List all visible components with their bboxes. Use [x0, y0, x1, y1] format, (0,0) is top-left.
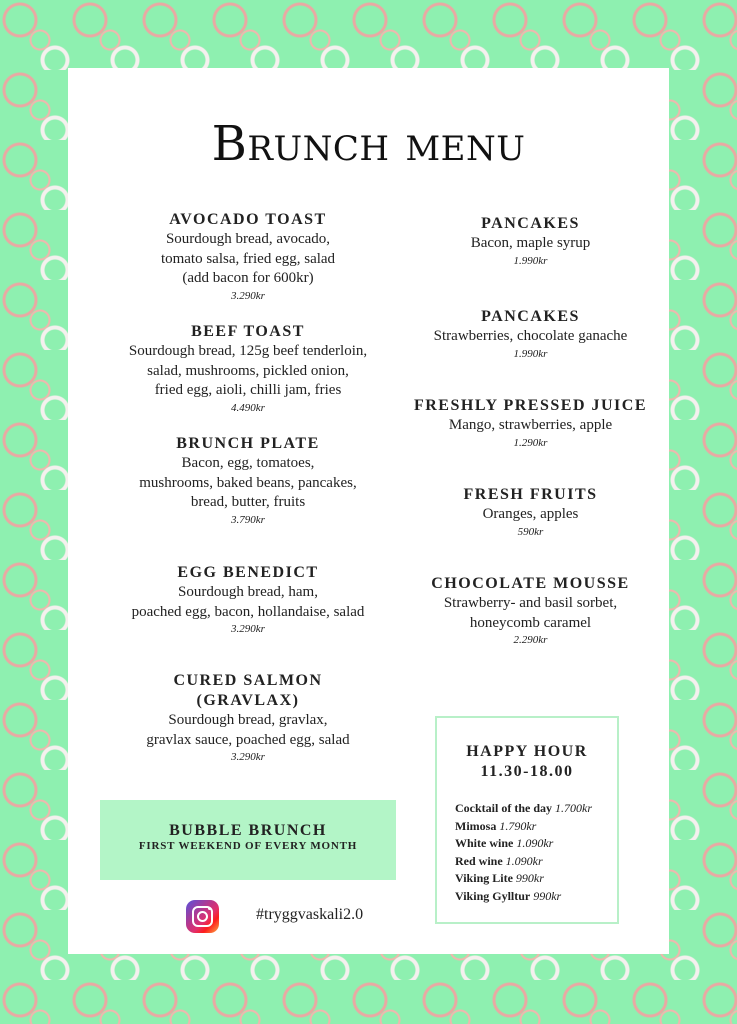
item-desc-line: tomato salsa, fried egg, salad — [160, 250, 336, 267]
menu-item-pancakes-bacon — [398, 214, 663, 268]
bubble-brunch-subtitle: FIRST WEEKEND OF EVERY MONTH — [138, 840, 358, 852]
item-name: PANCAKES — [481, 215, 580, 232]
item-desc-line: Strawberries, chocolate ganache — [433, 328, 628, 344]
happy-hour-time: 11.30-18.00 — [480, 763, 574, 780]
item-name: CURED SALMON — [173, 672, 323, 689]
item-price: 1.990kr — [513, 347, 548, 360]
menu-item-juice — [398, 396, 663, 450]
menu-item-chocolate-mousse — [398, 574, 663, 647]
happy-hour-item-price: 1.700kr — [555, 801, 592, 815]
item-desc-line: Strawberry- and basil sorbet, — [443, 595, 618, 611]
item-desc-line: Sourdough bread, gravlax, — [168, 712, 328, 728]
item-name: FRESHLY PRESSED JUICE — [413, 397, 648, 414]
menu-item-egg-benedict — [78, 563, 418, 636]
item-desc-line: Bacon, maple syrup — [470, 235, 591, 251]
menu-item-brunch-plate — [78, 434, 418, 527]
item-name: (GRAVLAX) — [196, 692, 300, 709]
happy-hour-item-price: 1.090kr — [516, 836, 554, 850]
item-name: EGG BENEDICT — [177, 564, 319, 581]
happy-hour-item-price: 990kr — [515, 871, 544, 885]
item-desc-line: Sourdough bread, avocado, — [165, 231, 331, 247]
happy-hour-item-price: 990kr — [533, 888, 562, 903]
item-price: 4.490kr — [231, 401, 265, 414]
item-price: 3.290kr — [231, 751, 265, 763]
item-price: 2.290kr — [513, 634, 548, 646]
menu-item-avocado-toast — [78, 210, 418, 303]
happy-hour-item-name: Cocktail of the day — [455, 801, 552, 815]
item-price: 590kr — [517, 525, 544, 538]
item-price: 1.990kr — [513, 254, 548, 267]
menu-item-fresh-fruits — [398, 485, 663, 539]
item-desc-line: Bacon, egg, tomatoes, — [181, 455, 315, 471]
menu-item-pancakes-strawberries — [398, 307, 663, 361]
happy-hour-title: HAPPY HOUR — [466, 743, 588, 760]
item-desc-line: Mango, strawberries, apple — [448, 417, 613, 433]
list-item — [455, 835, 617, 853]
item-desc-line: (add bacon for 600kr) — [182, 270, 314, 286]
item-name: BEEF TOAST — [191, 323, 305, 340]
happy-hour-item-name: Mimosa — [455, 818, 497, 833]
item-desc-line: fried egg, aioli, chilli jam, fries — [154, 382, 342, 398]
item-desc-line: poached egg, bacon, hollandaise, salad — [131, 603, 365, 620]
happy-hour-item-price: 1.790kr — [499, 818, 537, 833]
menu-card — [68, 68, 669, 954]
item-desc-line: Oranges, apples — [482, 506, 579, 522]
item-desc-line: gravlax sauce, poached egg, salad — [146, 731, 350, 748]
menu-item-cured-salmon — [78, 671, 418, 764]
social-hashtag: #tryggvaskali2.0 — [256, 906, 364, 923]
item-desc-line: Sourdough bread, ham, — [178, 584, 318, 600]
happy-hour-item-name: Viking Lite — [455, 871, 513, 885]
list-item — [455, 818, 617, 836]
item-price: 3.790kr — [231, 513, 265, 526]
item-price: 3.290kr — [231, 623, 265, 635]
happy-hour-item-name: White wine — [455, 836, 514, 850]
item-price: 3.290kr — [231, 289, 265, 302]
item-name: CHOCOLATE MOUSSE — [431, 575, 630, 592]
item-desc-line: Sourdough bread, 125g beef tenderloin, — [128, 343, 368, 359]
item-desc-line: bread, butter, fruits — [190, 494, 306, 510]
item-price: 1.290kr — [513, 436, 548, 449]
menu-title: Brunch menu — [211, 116, 526, 172]
list-item — [455, 888, 617, 906]
happy-hour-box — [435, 716, 619, 924]
item-name: FRESH FRUITS — [463, 486, 598, 503]
menu-item-beef-toast — [78, 322, 418, 415]
item-desc-line: salad, mushrooms, pickled onion, — [147, 362, 349, 379]
instagram-icon-flash — [208, 907, 211, 910]
bubble-brunch-banner — [100, 800, 396, 880]
happy-hour-item-name: Viking Gylltur — [455, 888, 531, 903]
instagram-icon[interactable] — [186, 900, 219, 933]
list-item — [455, 800, 617, 818]
item-desc-line: mushrooms, baked beans, pancakes, — [139, 474, 357, 491]
list-item — [455, 870, 617, 888]
item-name: BRUNCH PLATE — [176, 435, 320, 452]
list-item — [455, 853, 617, 871]
instagram-icon-lens — [197, 911, 208, 922]
item-desc-line: honeycomb caramel — [469, 614, 592, 631]
happy-hour-list — [455, 800, 617, 905]
happy-hour-item-price: 1.090kr — [505, 853, 543, 868]
item-name: PANCAKES — [481, 308, 580, 325]
item-name: AVOCADO TOAST — [169, 211, 327, 228]
happy-hour-item-name: Red wine — [455, 853, 503, 868]
bubble-brunch-title: BUBBLE BRUNCH — [169, 822, 327, 839]
